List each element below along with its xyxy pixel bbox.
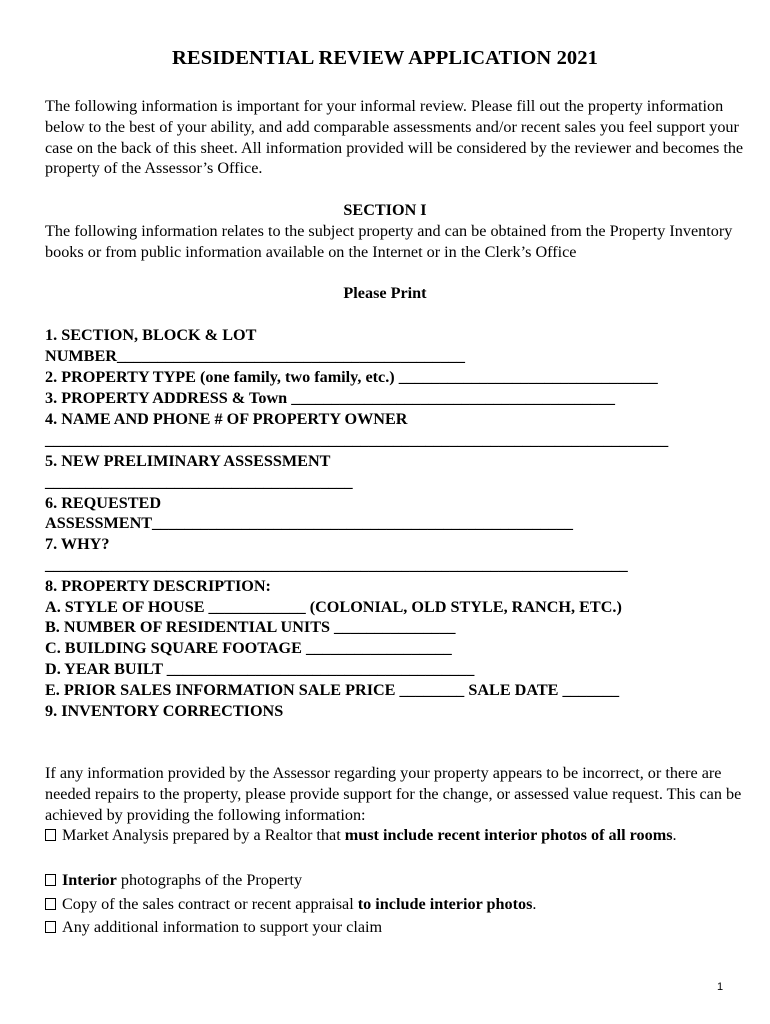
checklist-item: Market Analysis prepared by a Realtor that must include recent interior photos of all rooms. bbox=[45, 825, 745, 846]
field-requested-assessment[interactable]: ASSESSMENT____________________________________________________ bbox=[45, 514, 573, 532]
document-title: RESIDENTIAL REVIEW APPLICATION 2021 bbox=[172, 47, 598, 69]
section-heading: SECTION I bbox=[343, 201, 427, 219]
field-style-of-house[interactable]: A. STYLE OF HOUSE ____________ (COLONIAL, OLD STYLE, RANCH, ETC.) bbox=[45, 598, 622, 616]
checkbox-icon[interactable] bbox=[45, 921, 56, 933]
item-property-description: 8. PROPERTY DESCRIPTION: bbox=[45, 577, 271, 595]
intro-paragraph: The following information is important for your informal review. Please fill out the property information below to the best of your ability, and add comparable assessments and/or recent sales you feel support your case on the back of this sheet. All information provided will be considered by the reviewer and becomes the property of the Assessor’s Office. bbox=[45, 97, 744, 178]
checkbox-icon[interactable] bbox=[45, 829, 56, 841]
checkbox-icon[interactable] bbox=[45, 874, 56, 886]
item-section-block-lot: 1. SECTION, BLOCK & LOT bbox=[45, 326, 257, 344]
item-owner-name-phone: 4. NAME AND PHONE # OF PROPERTY OWNER bbox=[45, 410, 408, 428]
field-preliminary-assessment[interactable]: ______________________________________ bbox=[45, 473, 353, 491]
corrections-paragraph: If any information provided by the Assessor regarding your property appears to be incorrect, or there are needed repairs to the property, please provide support for the change, or assessed value request. This can be achieved by providing the following information: bbox=[45, 764, 742, 824]
checklist-item: Any additional information to support your claim bbox=[45, 917, 745, 938]
field-prior-sales[interactable]: E. PRIOR SALES INFORMATION SALE PRICE ________ SALE DATE _______ bbox=[45, 681, 620, 699]
item-requested: 6. REQUESTED bbox=[45, 494, 162, 512]
checklist-item: Interior photographs of the Property bbox=[45, 870, 745, 891]
item-preliminary-assessment: 5. NEW PRELIMINARY ASSESSMENT bbox=[45, 452, 331, 470]
item-why: 7. WHY? bbox=[45, 535, 110, 553]
field-square-footage[interactable]: C. BUILDING SQUARE FOOTAGE __________________ bbox=[45, 639, 452, 657]
please-print-label: Please Print bbox=[343, 284, 427, 302]
field-number[interactable]: NUMBER___________________________________________ bbox=[45, 347, 465, 365]
field-property-type[interactable]: 2. PROPERTY TYPE (one family, two family, etc.) ________________________________ bbox=[45, 368, 658, 386]
field-why[interactable]: ________________________________________________________________________ bbox=[45, 556, 628, 574]
checklist-item: Copy of the sales contract or recent appraisal to include interior photos. bbox=[45, 894, 745, 915]
field-owner-name-phone[interactable]: _____________________________________________________________________________ bbox=[45, 431, 669, 449]
checkbox-icon[interactable] bbox=[45, 898, 56, 910]
page-number: 1 bbox=[717, 981, 724, 993]
field-property-address[interactable]: 3. PROPERTY ADDRESS & Town ________________________________________ bbox=[45, 389, 615, 407]
section-description: The following information relates to the subject property and can be obtained from the Property Inventory books or from public information available on the Internet or in the Clerk’s Office bbox=[45, 222, 733, 261]
field-year-built[interactable]: D. YEAR BUILT ______________________________________ bbox=[45, 660, 475, 678]
field-residential-units[interactable]: B. NUMBER OF RESIDENTIAL UNITS _______________ bbox=[45, 618, 456, 636]
item-inventory-corrections: 9. INVENTORY CORRECTIONS bbox=[45, 702, 284, 720]
